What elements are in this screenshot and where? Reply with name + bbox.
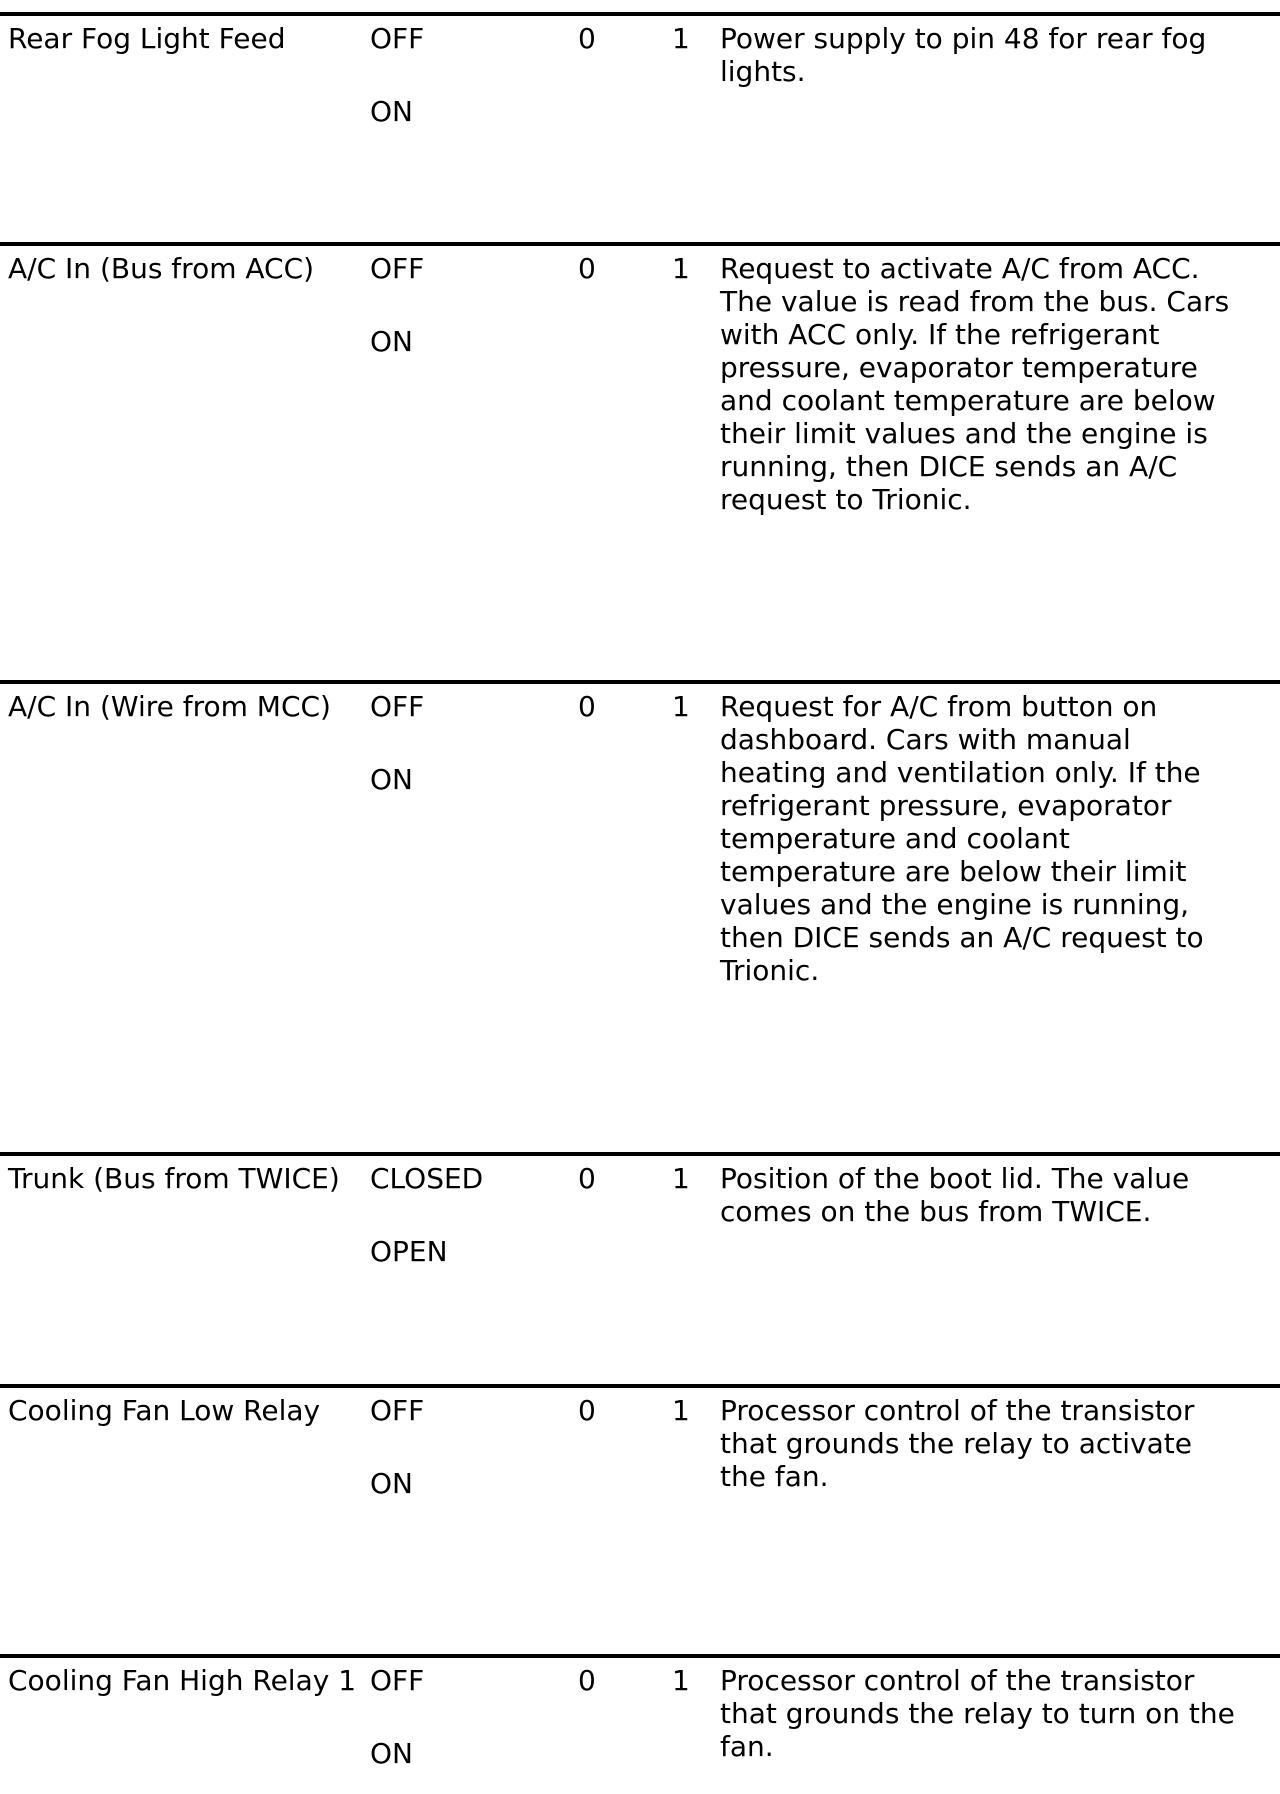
table-row (0, 1384, 1280, 1654)
state-1-value: 1 (672, 252, 690, 285)
state-0-value: 0 (578, 690, 596, 723)
state-0-value: 0 (578, 1162, 596, 1195)
state-1-label: OPEN (370, 1235, 448, 1268)
state-0-label: OFF (370, 1664, 425, 1697)
signal-description: Power supply to pin 48 for rear fog lights. (720, 22, 1207, 88)
signal-name: A/C In (Bus from ACC) (8, 252, 315, 285)
state-1-value: 1 (672, 1394, 690, 1427)
state-1-value: 1 (672, 690, 690, 723)
state-0-value: 0 (578, 22, 596, 55)
state-1-label: ON (370, 1467, 413, 1500)
state-1-label: ON (370, 325, 413, 358)
state-1-label: ON (370, 95, 413, 128)
state-0-label: OFF (370, 1394, 425, 1427)
signal-states (362, 1658, 578, 1770)
signal-table (0, 12, 1280, 1794)
state-1-label: ON (370, 763, 413, 796)
signal-states (362, 1156, 578, 1268)
state-0-value: 0 (578, 252, 596, 285)
signal-description: Processor control of the transistor that grounds the relay to activate the fan. (720, 1394, 1195, 1493)
state-0-label: CLOSED (370, 1162, 484, 1195)
table-row (0, 1152, 1280, 1384)
table-row (0, 1654, 1280, 1794)
state-1-label: ON (370, 1737, 413, 1770)
state-0-label: OFF (370, 690, 425, 723)
signal-description: Request to activate A/C from ACC. The value is read from the bus. Cars with ACC only. If the refrigerant pressure, evaporator temperature and coolant temperature are below their limit values and the engine is running, then DICE sends an A/C request to Trionic. (720, 252, 1230, 516)
signal-states (362, 246, 578, 358)
signal-name: A/C In (Wire from MCC) (8, 690, 331, 723)
state-1-value: 1 (672, 1664, 690, 1697)
signal-states (362, 16, 578, 128)
state-1-value: 1 (672, 1162, 690, 1195)
table-row (0, 12, 1280, 242)
table-row (0, 680, 1280, 1152)
signal-description: Processor control of the transistor that grounds the relay to turn on the fan. (720, 1664, 1235, 1763)
state-0-label: OFF (370, 22, 425, 55)
signal-description: Position of the boot lid. The value comes on the bus from TWICE. (720, 1162, 1190, 1228)
state-0-value: 0 (578, 1664, 596, 1697)
signal-states (362, 1388, 578, 1500)
state-1-value: 1 (672, 22, 690, 55)
signal-states (362, 684, 578, 796)
table-row (0, 242, 1280, 680)
signal-name: Trunk (Bus from TWICE) (8, 1162, 340, 1195)
state-0-value: 0 (578, 1394, 596, 1427)
signal-name: Cooling Fan Low Relay (8, 1394, 321, 1427)
state-0-label: OFF (370, 252, 425, 285)
signal-description: Request for A/C from button on dashboard. Cars with manual heating and ventilation only. If the refrigerant pressure, evaporator temperature and coolant temperature are below their limit values and the engine is running, then DICE sends an A/C request to Trionic. (720, 690, 1204, 987)
signal-name: Cooling Fan High Relay 1 (8, 1664, 357, 1697)
signal-name: Rear Fog Light Feed (8, 22, 286, 55)
